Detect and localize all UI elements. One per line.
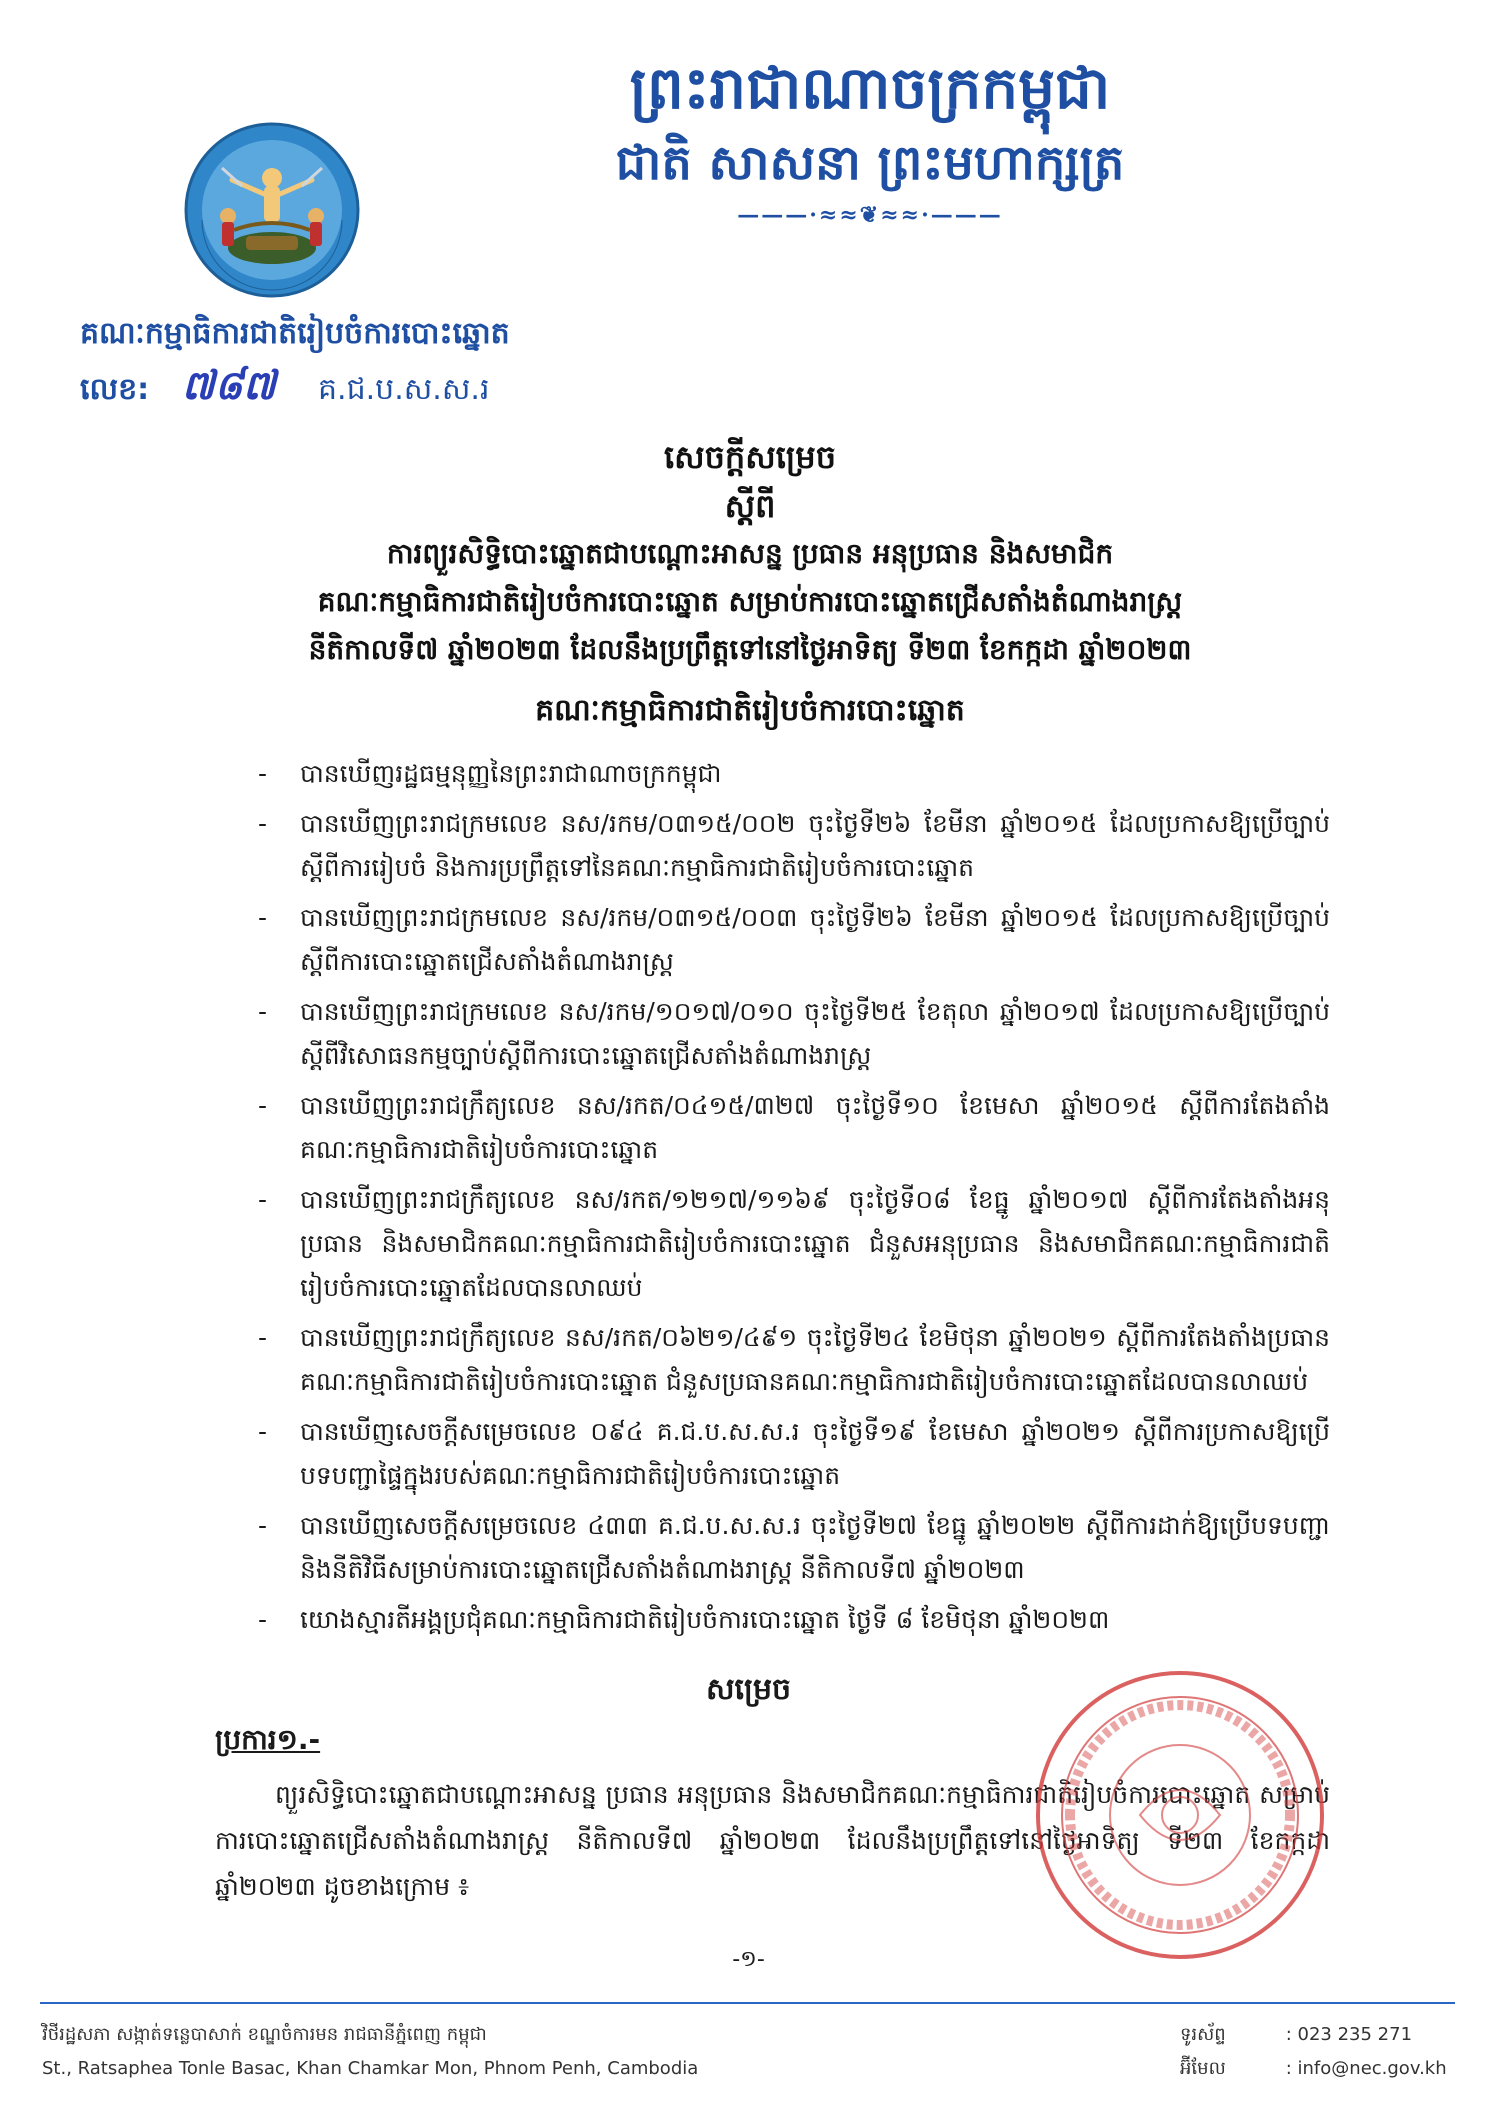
reference-number: [80, 362, 489, 414]
ref-number-handwritten: ៧៨៧: [181, 363, 276, 409]
recital-item: - បានឃើញរដ្ឋធម្មនុញ្ញនៃព្រះរាជាណាចក្រកម្ពុជា: [300, 752, 1330, 796]
recital-item: - បានឃើញព្រះរាជក្រមលេខ នស/រកម/០៣១៥/០០៣ ចុះថ្ងៃទី២៦ ខែមីនា ឆ្នាំ២០១៥ ដែលប្រកាសឱ្យប្រើច្បាប់ស្ដីពីការបោះឆ្នោតជ្រើសតាំងតំណាងរាស្ត្រ: [300, 896, 1330, 984]
footer-contact: [1180, 2018, 1447, 2086]
recital-item: - យោងស្មារតីអង្គប្រជុំគណៈកម្មាធិការជាតិរៀបចំការបោះឆ្នោត ថ្ងៃទី ៨ ខែមិថុនា ឆ្នាំ២០២៣: [300, 1598, 1330, 1642]
title-line1: សេចក្ដីសម្រេច: [663, 438, 837, 476]
title-line4: គណៈកម្មាធិការជាតិរៀបចំការបោះឆ្នោត សម្រាប់ការបោះឆ្នោតជ្រើសតាំងតំណាងរាស្ត្រ: [317, 585, 1183, 618]
address-khmer: វិថីរដ្ឋសភា សង្កាត់ទន្លេបាសាក់ ខណ្ឌចំការមន រាជធានីភ្នំពេញ កម្ពុជា: [42, 2024, 487, 2045]
email-value: : info@nec.gov.kh: [1285, 2058, 1447, 2079]
recital-item: - បានឃើញព្រះរាជក្រឹត្យលេខ នស/រកត/០៦២១/៤៩១ ចុះថ្ងៃទី២៤ ខែមិថុនា ឆ្នាំ២០២១ ស្ដីពីការតែងតាំងប្រធានគណៈកម្មាធិការជាតិរៀបចំការបោះឆ្នោត ជំនួសប្រធានគណៈកម្មាធិការជាតិរៀបចំការបោះឆ្នោតដែលបានលាឈប់: [300, 1316, 1330, 1404]
article-1-body: ព្យួរសិទ្ធិបោះឆ្នោតជាបណ្ដោះអាសន្ន ប្រធាន អនុប្រធាន និងសមាជិកគណៈកម្មាធិការជាតិរៀបចំការបោះឆ្នោត សម្រាប់ការបោះឆ្នោតជ្រើសតាំងតំណាងរាស្ត្រ នីតិកាលទី៧ ឆ្នាំ២០២៣ ដែលនឹងប្រព្រឹត្តទៅនៅថ្ងៃអាទិត្យ ទី២៣ ខែកក្កដា ឆ្នាំ២០២៣ ដូចខាងក្រោម ៖: [215, 1780, 1330, 1901]
phone-label: ទូរស័ព្ទ: [1180, 2024, 1226, 2045]
decision-title-block: [140, 432, 1360, 736]
official-stamp: [1030, 1665, 1330, 1965]
ornament-divider: ———·≈≈❦≈≈·———: [737, 202, 1003, 228]
recitals-list: [300, 752, 1330, 1648]
ref-code: គ.ជ.ប.ស.ស.រ: [318, 372, 490, 407]
title-line5: នីតិកាលទី៧ ឆ្នាំ២០២៣ ដែលនឹងប្រព្រឹត្តទៅនៅថ្ងៃអាទិត្យ ទី២៣ ខែកក្កដា ឆ្នាំ២០២៣: [308, 633, 1192, 666]
decision-heading: សម្រេច: [705, 1672, 792, 1707]
recital-item: - បានឃើញព្រះរាជក្រឹត្យលេខ នស/រកត/០៤១៥/៣២៧ ចុះថ្ងៃទី១០ ខែមេសា ឆ្នាំ២០១៥ ស្ដីពីការតែងតាំងគណៈកម្មាធិការជាតិរៀបចំការបោះឆ្នោត: [300, 1084, 1330, 1172]
page-number: -១-: [732, 1947, 765, 1972]
recital-item: - បានឃើញសេចក្ដីសម្រេចលេខ ៤៣៣ គ.ជ.ប.ស.ស.រ ចុះថ្ងៃទី២៧ ខែធ្នូ ឆ្នាំ២០២២ ស្ដីពីការដាក់ឱ្យប្រើបទបញ្ជា និងនីតិវិធីសម្រាប់ការបោះឆ្នោតជ្រើសតាំងតំណាងរាស្ត្រ នីតិកាលទី៧ ឆ្នាំ២០២៣: [300, 1504, 1330, 1592]
recital-item: - បានឃើញព្រះរាជក្រមលេខ នស/រកម/១០១៧/០១០ ចុះថ្ងៃទី២៥ ខែតុលា ឆ្នាំ២០១៧ ដែលប្រកាសឱ្យប្រើច្បាប់ស្ដីពីវិសោធនកម្មច្បាប់ស្ដីពីការបោះឆ្នោតជ្រើសតាំងតំណាងរាស្ត្រ: [300, 990, 1330, 1078]
email-label: អ៊ីមែល: [1180, 2058, 1226, 2079]
recital-item: - បានឃើញសេចក្ដីសម្រេចលេខ ០៩៤ គ.ជ.ប.ស.ស.រ ចុះថ្ងៃទី១៩ ខែមេសា ឆ្នាំ២០២១ ស្ដីពីការប្រកាសឱ្យប្រើបទបញ្ជាផ្ទៃក្នុងរបស់គណៈកម្មាធិការជាតិរៀបចំការបោះឆ្នោត: [300, 1410, 1330, 1498]
nec-emblem-logo: [182, 120, 362, 300]
article-1-title: ប្រការ១.-: [215, 1723, 321, 1756]
footer-divider: [40, 2002, 1455, 2004]
ref-label: លេខ:: [80, 372, 150, 407]
kingdom-line2: ជាតិ សាសនា ព្រះមហាក្សត្រ: [615, 135, 1125, 191]
address-english: St., Ratsaphea Tonle Basac, Khan Chamkar Mon, Phnom Penh, Cambodia: [42, 2058, 699, 2079]
kingdom-line1: ព្រះរាជាណាចក្រកម្ពុជា: [629, 54, 1111, 122]
kingdom-heading: [560, 48, 1180, 232]
organization-name: គណៈកម្មាធិការជាតិរៀបចំការបោះឆ្នោត: [80, 316, 510, 351]
recital-item: - បានឃើញព្រះរាជក្រមលេខ នស/រកម/០៣១៥/០០២ ចុះថ្ងៃទី២៦ ខែមីនា ឆ្នាំ២០១៥ ដែលប្រកាសឱ្យប្រើច្បាប់ស្ដីពីការរៀបចំ និងការប្រព្រឹត្តទៅនៃគណៈកម្មាធិការជាតិរៀបចំការបោះឆ្នោត: [300, 802, 1330, 890]
footer-address: [42, 2018, 698, 2086]
title-line2: ស្ដីពី: [724, 487, 776, 525]
phone-value: : 023 235 271: [1285, 2024, 1413, 2045]
issuer-heading: គណៈកម្មាធិការជាតិរៀបចំការបោះឆ្នោត: [535, 693, 965, 728]
recital-item: - បានឃើញព្រះរាជក្រឹត្យលេខ នស/រកត/១២១៧/១១៦៩ ចុះថ្ងៃទី០៨ ខែធ្នូ ឆ្នាំ២០១៧ ស្ដីពីការតែងតាំងអនុប្រធាន និងសមាជិកគណៈកម្មាធិការជាតិរៀបចំការបោះឆ្នោត ជំនួសអនុប្រធាន និងសមាជិកគណៈកម្មាធិការជាតិរៀបចំការបោះឆ្នោតដែលបានលាឈប់: [300, 1178, 1330, 1310]
email-line: [1180, 2052, 1447, 2086]
title-line3: ការព្យួរសិទ្ធិបោះឆ្នោតជាបណ្ដោះអាសន្ន ប្រធាន អនុប្រធាន និងសមាជិក: [386, 537, 1114, 570]
phone-line: [1180, 2018, 1447, 2052]
